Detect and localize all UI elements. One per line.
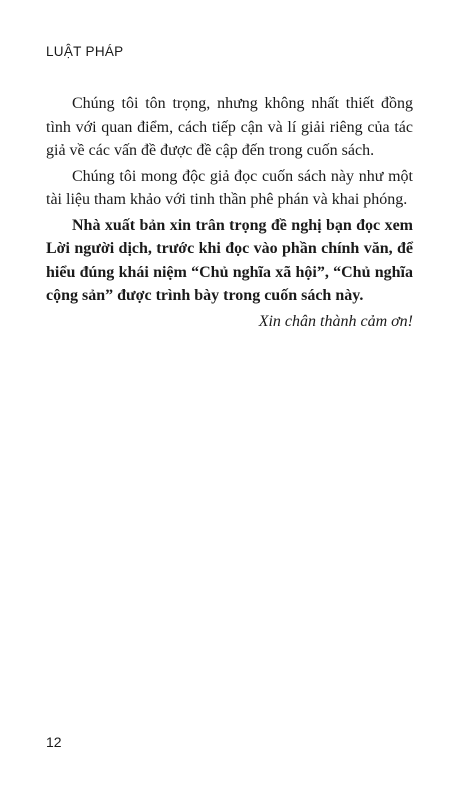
paragraph-publisher-note: Nhà xuất bản xin trân trọng đề nghị bạn đọc xem Lời người dịch, trước khi đọc vào phần chính văn, để hiểu đúng khái niệm “Chủ nghĩa xã hội”, “Chủ nghĩa cộng sản” được trình bày trong cuốn sách này.	[46, 216, 413, 304]
page-body	[46, 92, 413, 333]
page-number: 12	[46, 734, 62, 750]
closing-thanks: Xin chân thành cảm ơn!	[258, 312, 413, 330]
paragraph-reader-hope: Chúng tôi mong độc giả đọc cuốn sách này như một tài liệu tham khảo với tinh thần phê phán và khai phóng.	[46, 167, 413, 208]
paragraph-respect-statement: Chúng tôi tôn trọng, nhưng không nhất thiết đồng tình với quan điểm, cách tiếp cận và lí giải riêng của tác giả về các vấn đề được đề cập đến trong cuốn sách.	[46, 95, 413, 159]
running-header: LUẬT PHÁP	[46, 44, 124, 59]
